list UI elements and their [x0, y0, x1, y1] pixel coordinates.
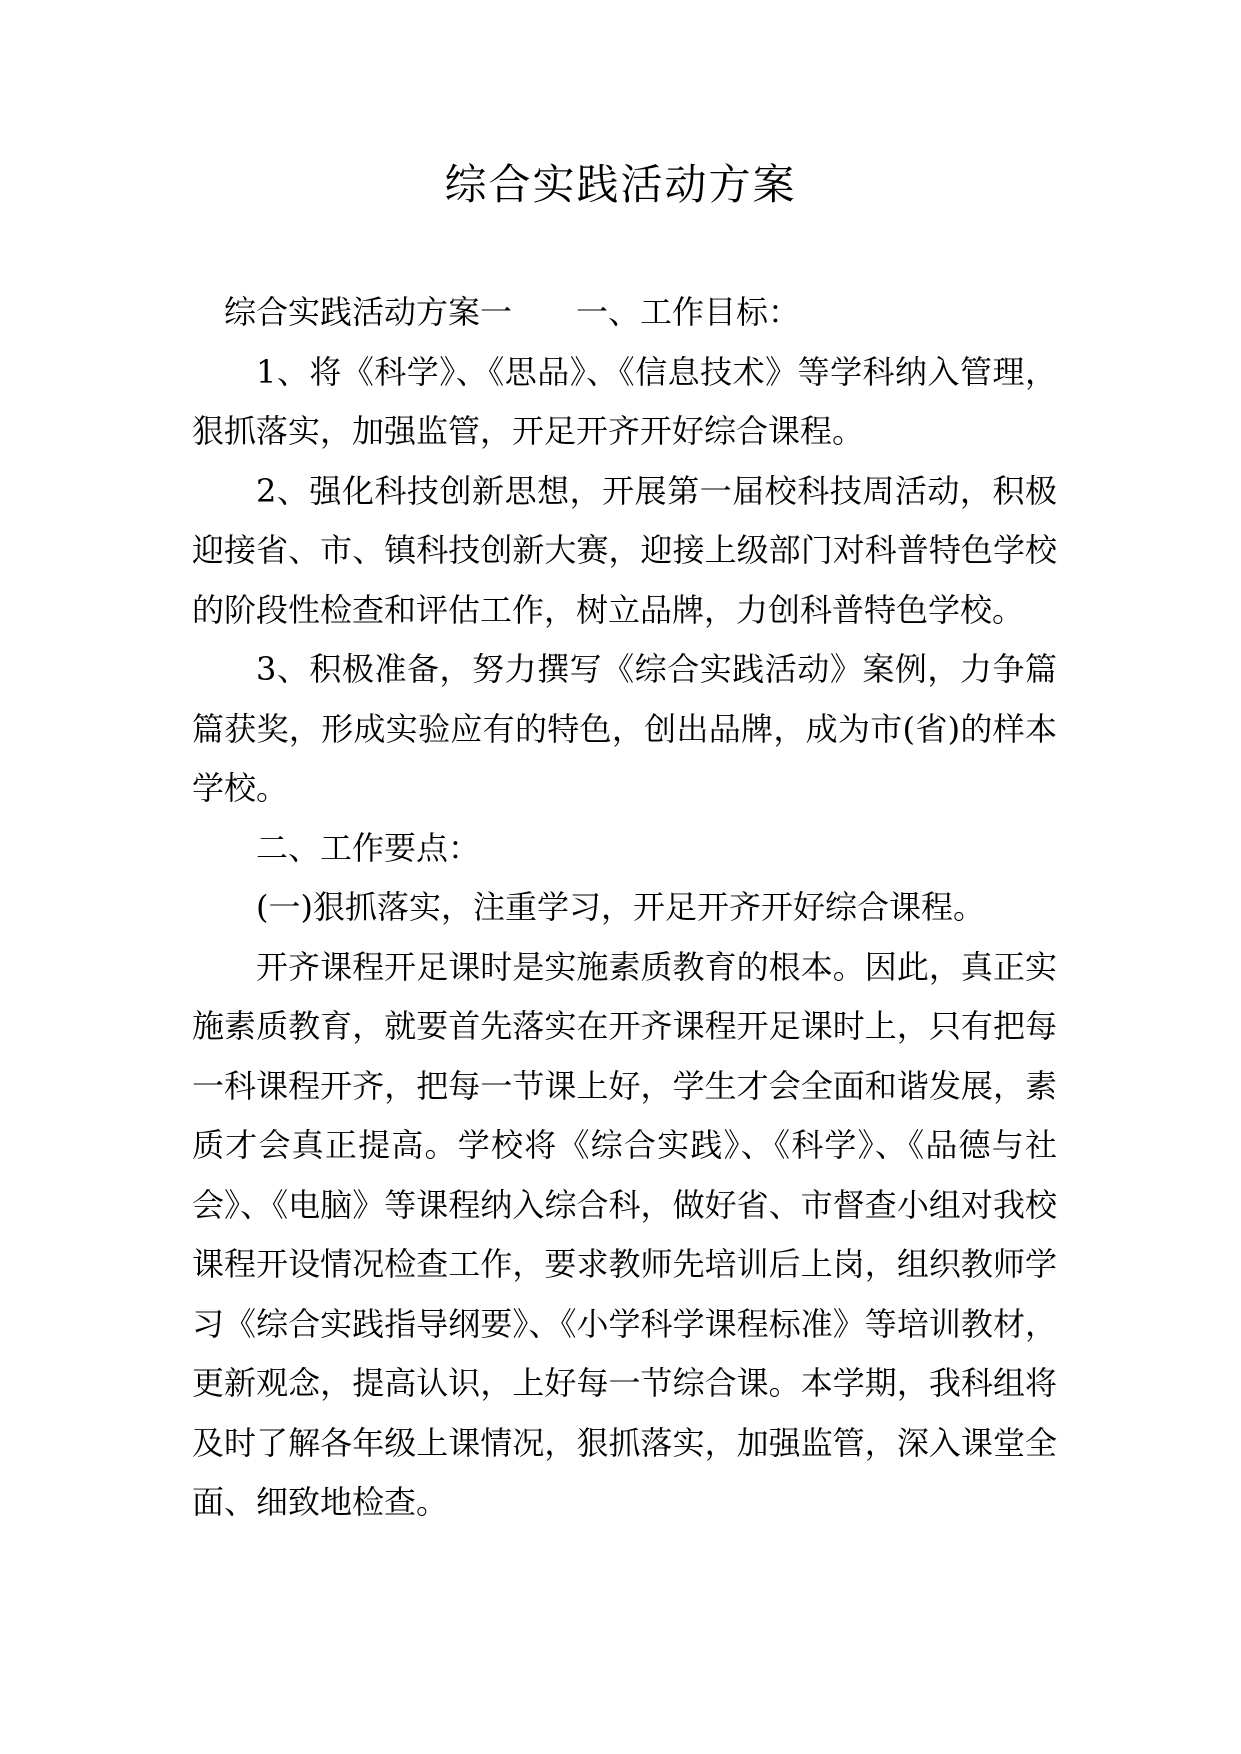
paragraph-goal-2: 2、强化科技创新思想，开展第一届校科技周活动，积极迎接省、市、镇科技创新大赛，迎接上级部门对科普特色学校的阶段性检查和评估工作，树立品牌，力创科普特色学校。	[192, 471, 1057, 629]
intro-line	[192, 283, 1057, 343]
section-heading-key-points: 二、工作要点：	[256, 828, 481, 867]
document-body	[192, 283, 1057, 1533]
subheading-implementation: (一)狠抓落实，注重学习，开足开齐开好综合课程。	[256, 888, 985, 926]
paragraph-goal-3: 3、积极准备，努力撰写《综合实践活动》案例，力争篇篇获奖，形成实验应有的特色，创出品牌，成为市(省)的样本学校。	[192, 650, 1057, 807]
intro-heading: 一、工作目标：	[576, 293, 801, 331]
paragraph-goal-1: 1、将《科学》、《思品》、《信息技术》等学科纳入管理，狠抓落实，加强监管，开足开齐开好综合课程。	[192, 352, 1057, 450]
paragraph-curriculum: 开齐课程开足课时是实施素质教育的根本。因此，真正实施素质教育，就要首先落实在开齐课程开足课时上，只有把每一科课程开齐，把每一节课上好，学生才会全面和谐发展，素质才会真正提高。学校将《综合实践》、《科学》、《品德与社会》、《电脑》等课程纳入综合科，做好省、市督查小组对我校课程开设情况检查工作，要求教师先培训后上岗，组织教师学习《综合实践指导纲要》、《小学科学课程标准》等培训教材，更新观念，提高认识，上好每一节综合课。本学期，我科组将及时了解各年级上课情况，狠抓落实，加强监管，深入课堂全面、细致地检查。	[192, 947, 1057, 1521]
intro-label: 综合实践活动方案一	[224, 293, 513, 331]
document-title: 综合实践活动方案	[444, 160, 797, 209]
